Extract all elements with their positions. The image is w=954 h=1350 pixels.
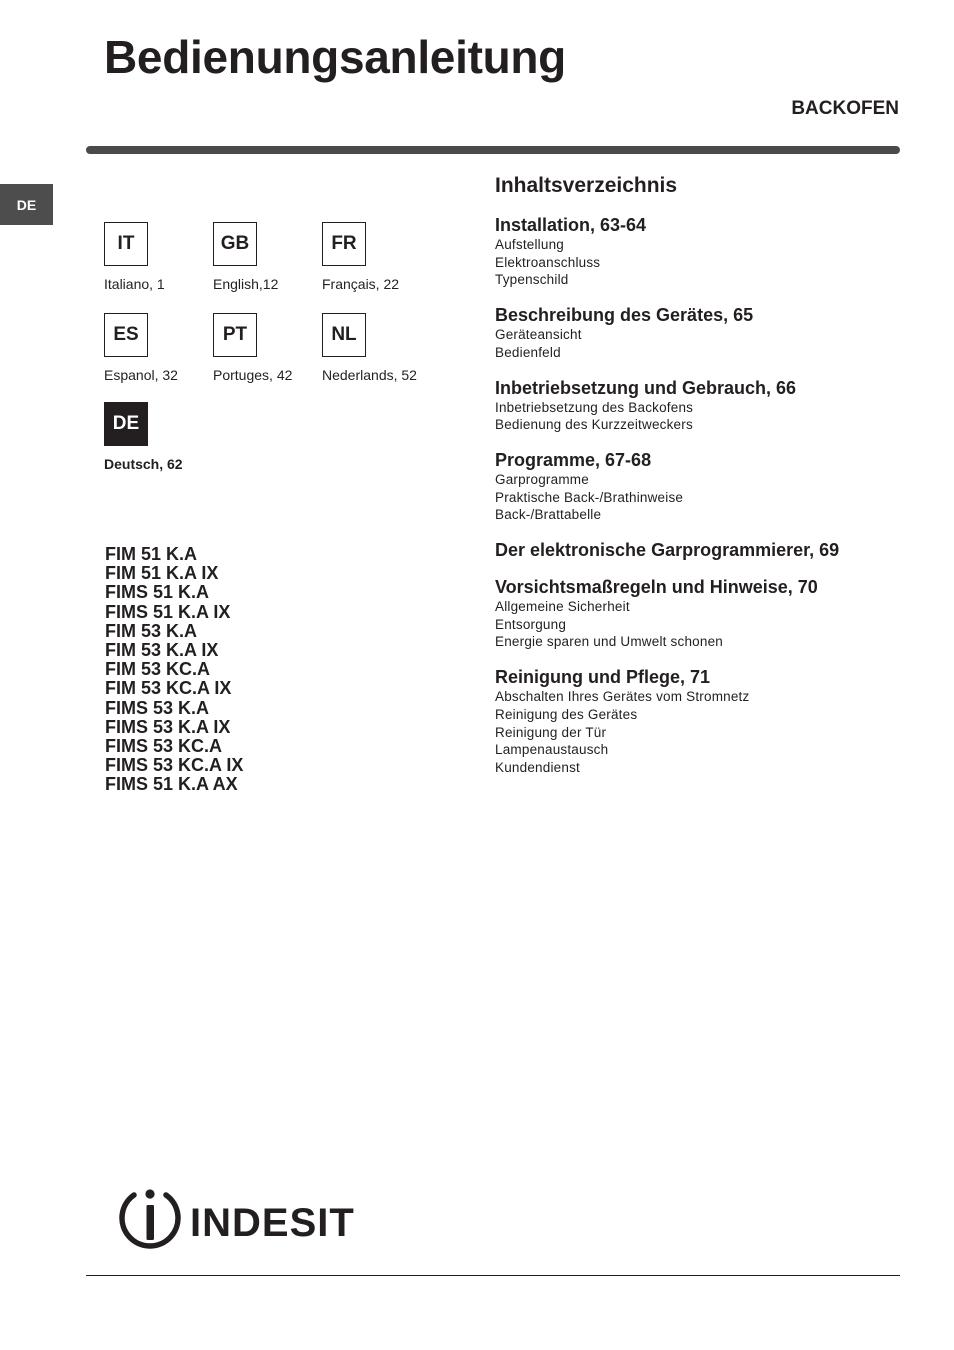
language-side-tab: DE [0, 184, 53, 225]
toc-subitem[interactable]: Bedienfeld [495, 344, 561, 360]
toc-section-installation [495, 214, 905, 289]
language-entry-nl[interactable] [322, 313, 432, 383]
language-entry-pt[interactable] [213, 313, 323, 383]
language-entry-es[interactable] [104, 313, 214, 383]
language-code-box: PT [213, 313, 257, 357]
model-item: FIMS 53 KC.A [105, 736, 223, 757]
language-page-label: Français, 22 [322, 276, 400, 292]
language-code-box: GB [213, 222, 257, 266]
model-item: FIM 51 K.A [105, 544, 198, 564]
language-code-box: ES [104, 313, 148, 357]
toc-subitem[interactable]: Aufstellung [495, 237, 564, 252]
toc-heading[interactable]: Programme, 67-68 [495, 449, 652, 470]
toc-subitem[interactable]: Kundendienst [495, 759, 580, 775]
toc-subitem[interactable]: Energie sparen und Umwelt schonen [495, 634, 723, 650]
toc-subitem[interactable]: Bedienung des Kurzzeitweckers [495, 417, 693, 433]
toc-heading[interactable]: Inbetriebsetzung und Gebrauch, 66 [495, 377, 797, 398]
header-divider [86, 146, 900, 154]
toc-subitem[interactable]: Lampenaustausch [495, 742, 609, 758]
toc-subitem[interactable]: Entsorgung [495, 616, 567, 632]
language-page-label: Italiano, 1 [104, 276, 165, 292]
model-item: FIMS 53 K.A [105, 697, 210, 718]
toc-section-cleaning [495, 666, 905, 777]
toc-subitem[interactable]: Praktische Back-/Brathinweise [495, 489, 684, 505]
language-page-label: Nederlands, 52 [322, 367, 417, 383]
language-index [104, 222, 454, 482]
model-item: FIMS 51 K.A [105, 582, 210, 603]
toc-section-programmer [495, 539, 905, 561]
page-title: Bedienungsanleitung [104, 31, 566, 83]
toc-subitem[interactable]: Typenschild [495, 272, 569, 288]
toc-subitem[interactable]: Reinigung des Gerätes [495, 706, 638, 722]
language-code-box-active: DE [104, 402, 148, 446]
logo-wordmark: INDESIT [190, 1201, 355, 1245]
toc-subitem[interactable]: Back-/Brattabelle [495, 507, 602, 523]
toc-subitem[interactable]: Geräteansicht [495, 327, 582, 343]
language-code-box: IT [104, 222, 148, 266]
indesit-logo [116, 1186, 356, 1256]
model-item: FIMS 51 K.A IX [105, 601, 231, 622]
language-page-label: English,12 [213, 276, 279, 292]
model-item: FIM 53 K.A [105, 620, 198, 641]
toc-heading[interactable]: Beschreibung des Gerätes, 65 [495, 305, 754, 326]
language-entry-fr[interactable] [322, 222, 432, 292]
language-entry-gb[interactable] [213, 222, 323, 292]
model-item: FIM 53 KC.A IX [105, 678, 232, 699]
language-entry-de[interactable] [104, 402, 214, 472]
model-item: FIMS 51 K.A AX [105, 774, 238, 795]
language-page-label-active: Deutsch, 62 [104, 456, 183, 472]
model-list [105, 545, 243, 795]
model-item: FIM 53 KC.A [105, 659, 211, 680]
toc-subitem[interactable]: Garprogramme [495, 471, 589, 487]
toc-section-start-up [495, 377, 905, 434]
toc-subitem[interactable]: Reinigung der Tür [495, 724, 607, 740]
toc-section-description [495, 304, 905, 361]
toc-heading[interactable]: Reinigung und Pflege, 71 [495, 667, 711, 688]
model-item: FIM 51 K.A IX [105, 563, 219, 584]
toc-subitem[interactable]: Inbetriebsetzung des Backofens [495, 399, 694, 415]
toc-title: Inhaltsverzeichnis [495, 174, 678, 197]
toc-subitem[interactable]: Allgemeine Sicherheit [495, 599, 630, 615]
language-code-box: NL [322, 313, 366, 357]
table-of-contents [495, 174, 905, 792]
footer-divider [86, 1275, 900, 1276]
model-item: FIMS 53 KC.A IX [105, 755, 244, 776]
toc-heading[interactable]: Installation, 63-64 [495, 215, 647, 235]
language-code-box: FR [322, 222, 366, 266]
toc-section-programmes [495, 449, 905, 524]
toc-heading[interactable]: Vorsichtsmaßregeln und Hinweise, 70 [495, 577, 818, 598]
toc-subitem[interactable]: Abschalten Ihres Gerätes vom Stromnetz [495, 689, 750, 705]
language-entry-it[interactable] [104, 222, 214, 292]
toc-subitem[interactable]: Elektroanschluss [495, 254, 601, 270]
model-item: FIMS 53 K.A IX [105, 716, 231, 737]
model-item: FIM 53 K.A IX [105, 640, 219, 661]
product-category: BACKOFEN [791, 98, 899, 119]
language-page-label: Portuges, 42 [213, 367, 293, 383]
toc-section-precautions [495, 576, 905, 651]
language-page-label: Espanol, 32 [104, 367, 178, 383]
toc-heading[interactable]: Der elektronische Garprogrammierer, 69 [495, 540, 840, 561]
